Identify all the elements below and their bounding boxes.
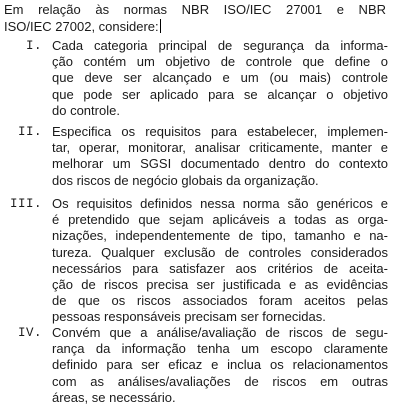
statement-text — [52, 124, 388, 189]
statement-line: necessários para satisfazer aos critérios de aceita- — [52, 260, 388, 276]
statement-line: tar, operar, monitorar, analisar criticamente, manter e — [52, 140, 388, 156]
statement-line: ção contém um objetivo de controle que define o — [52, 54, 388, 70]
statement-line: ção de riscos precisa ser justificada e as evidências — [52, 277, 388, 293]
statement-text — [52, 38, 388, 119]
statement-line: Especifica os requisitos para estabelecer, implemen- — [52, 124, 388, 139]
statement-line: nizações, independentemente de tipo, tamanho e na- — [52, 228, 388, 244]
statement-line: que pode ser aplicado para se alcançar o objetivo — [52, 86, 388, 102]
statement-line: áreas, se necessário. — [52, 389, 176, 405]
statement-line: que deve ser alcançado e um (ou mais) controle — [52, 70, 388, 86]
statement-line: rança da informação tenha um escopo claramente — [52, 341, 388, 357]
statement-line: definido para ser eficaz e inclua os relacionamentos — [52, 357, 388, 373]
intro-line-2 — [4, 19, 386, 36]
statement-line: Os requisitos definidos nessa norma são genéricos e — [52, 196, 388, 211]
statement-line: pessoas responsáveis precisam ser fornecidas. — [52, 309, 326, 325]
statement-line: Convém que a análise/avaliação de riscos de segu- — [52, 325, 388, 340]
statement-line: de que os riscos associados foram aceitos pelas — [52, 293, 388, 309]
statement-text — [52, 196, 388, 326]
question-intro — [4, 2, 386, 35]
statement-numeral: III. — [9, 197, 42, 211]
statement-numeral: IV. — [17, 326, 42, 340]
intro-line-2-text: ISO/IEC 27002, considere: — [4, 18, 159, 34]
statement-text — [52, 325, 388, 406]
statement-line: do controle. — [52, 102, 120, 118]
statement-line: com as análises/avaliações de riscos em outras — [52, 373, 388, 389]
statement-line: dos riscos de negócio globais da organização. — [52, 172, 319, 188]
statement-line: tureza. Qualquer exclusão de controles considerados — [52, 244, 388, 260]
text-cursor — [160, 19, 161, 33]
statement-line: Cada categoria principal de segurança da informa- — [52, 38, 388, 53]
statement-line: é pretendido que sejam aplicáveis a todas as orga- — [52, 212, 388, 228]
statement-numeral: II. — [17, 125, 42, 139]
statement-line: melhorar um SGSI documentado dentro do contexto — [52, 156, 388, 172]
statement-numeral: I. — [25, 39, 42, 53]
intro-line-1: Em relação às normas NBR ISO/IEC 27001 e NBR — [4, 2, 386, 17]
